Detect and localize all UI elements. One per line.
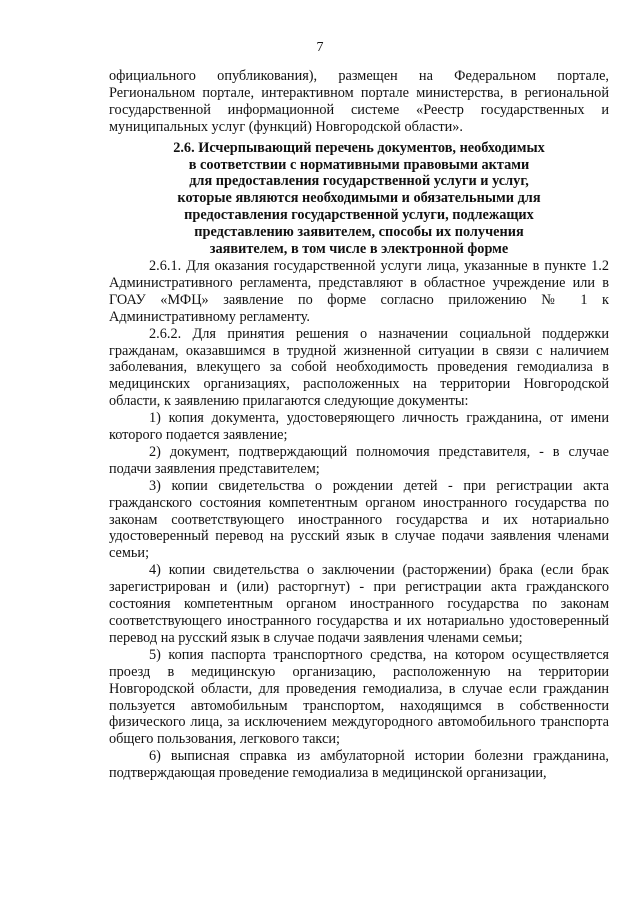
section-heading bbox=[109, 140, 609, 258]
document-body bbox=[109, 68, 609, 782]
list-item-2: 2) документ, подтверждающий полномочия представителя, - в случае подачи заявления представителем; bbox=[109, 443, 609, 477]
intro-paragraph: официального опубликования), размещен на Федеральном портале, Региональном портале, интерактивном портале министерства, в региональной государственной информационной системе «Реестр государственных и муниципальных услуг (функций) Новгородской области». bbox=[109, 68, 609, 135]
section-heading-line: которые являются необходимыми и обязательными для bbox=[177, 190, 541, 207]
page-number: 7 bbox=[316, 40, 324, 55]
list-item-3: 3) копии свидетельства о рождении детей - при регистрации акта гражданского состояния компетентным органом иностранного государства по законам соответствующего иностранного государства и их нотариально удостоверенный перевод на русский язык в случае подачи заявления членами семьи; bbox=[109, 477, 609, 562]
list-item-1: 1) копия документа, удостоверяющего личность гражданина, от имени которого подается заявление; bbox=[109, 410, 609, 444]
section-heading-line: в соответствии с нормативными правовыми актами bbox=[188, 156, 530, 173]
section-heading-line: представлению заявителем, способы их получения bbox=[194, 224, 524, 241]
section-heading-line: предоставления государственной услуги, подлежащих bbox=[184, 207, 534, 224]
list-item-6: 6) выписная справка из амбулаторной истории болезни гражданина, подтверждающая проведение гемодиализа в медицинской организации, bbox=[109, 748, 609, 782]
paragraph-2-6-2: 2.6.2. Для принятия решения о назначении социальной поддержки гражданам, оказавшимся в трудной жизненной ситуации в связи с наличием заболевания, влекущего за собой необходимость проведения гемодиализа в медицинских организациях, расположенных на территории Новгородской области, к заявлению прилагаются следующие документы: bbox=[109, 325, 609, 410]
paragraph-2-6-1: 2.6.1. Для оказания государственной услуги лица, указанные в пункте 1.2 Административного регламента, представляют в областное учреждение или в ГОАУ «МФЦ» заявление по форме согласно приложению № 1 к Административному регламенту. bbox=[109, 257, 609, 325]
section-heading-line: для предоставления государственной услуги и услуг, bbox=[189, 173, 529, 190]
section-heading-line: 2.6. Исчерпывающий перечень документов, необходимых bbox=[173, 139, 545, 156]
list-item-5: 5) копия паспорта транспортного средства, на котором осуществляется проезд в медицинскую организацию, расположенную на территории Новгородской области, для проведения гемодиализа, в случае если гражданин пользуется автомобильным транспортом, находящимся в собственности физического лица, за исключением междугородного автомобильного транспорта общего пользования, легкового такси; bbox=[109, 646, 609, 748]
list-item-4: 4) копии свидетельства о заключении (расторжении) брака (если брак зарегистрирован и (или) расторгнут) - при регистрации акта гражданского состояния компетентным органом иностранного государства по законам соответствующего иностранного государства и их нотариально удостоверенный перевод на русский язык в случае подачи заявления членами семьи; bbox=[109, 562, 609, 646]
section-heading-line: заявителем, в том числе в электронной форме bbox=[209, 241, 509, 258]
